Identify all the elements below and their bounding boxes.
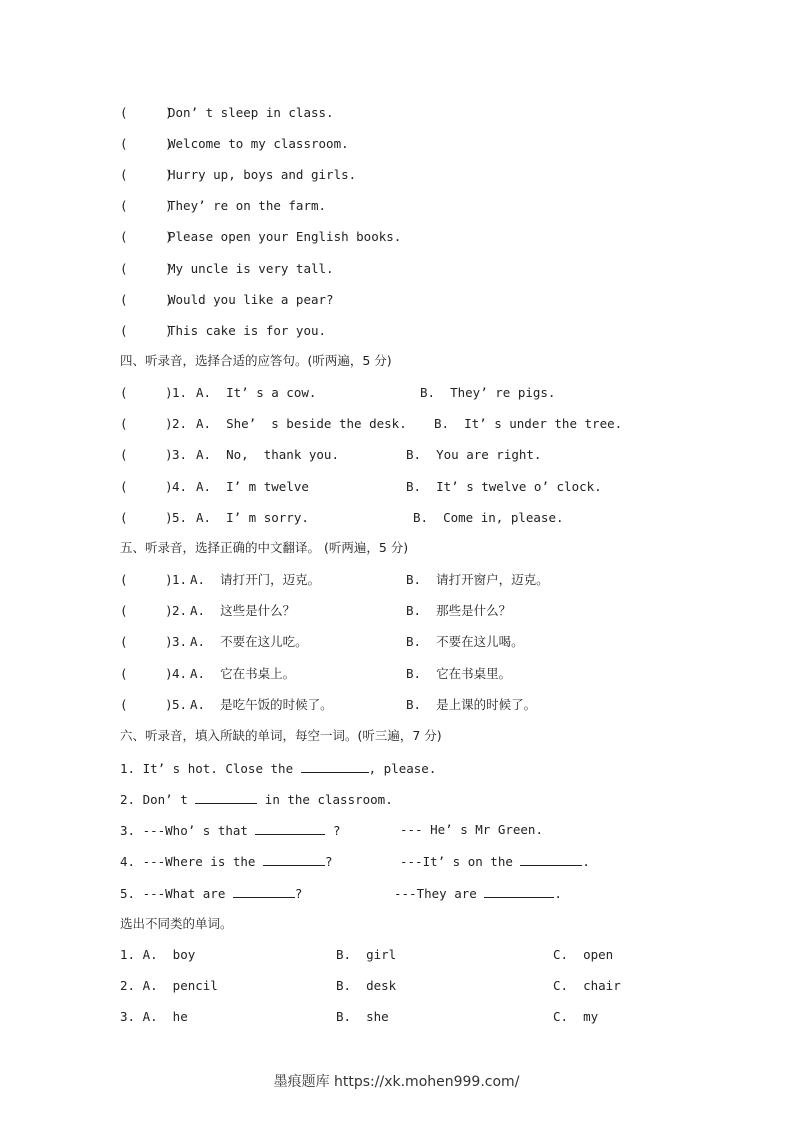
word-option-b[interactable]: B. desk [336,978,397,993]
fill-question-1: 1. It’ s hot. Close the , please. [120,761,437,776]
question-row [120,416,187,432]
fill-question-2: 2. Don’ t in the classroom. [120,792,393,807]
question-number: 5. [172,696,188,712]
answer-bracket[interactable]: ( ) [120,665,173,681]
word-option-a[interactable]: 1. A. boy [120,947,196,962]
answer-bracket[interactable]: ( ) [120,260,173,276]
section-6-heading: 六、听录音，填入所缺的单词，每空一词。(听三遍，7 分) [120,728,442,743]
option-a[interactable]: A. No, thank you. [196,447,339,463]
fill-question-5-reply: ---They are . [394,886,562,901]
answer-blank[interactable] [233,885,295,898]
question-row [120,479,187,495]
answer-row [120,292,334,308]
fill-question-4: 4. ---Where is the ? [120,854,333,869]
question-number: 2. [172,416,188,432]
answer-row [120,323,326,339]
question-number: 1. [172,572,188,587]
fill-question-4-reply: ---It’ s on the . [400,854,590,869]
answer-row [120,198,326,214]
option-b[interactable]: B. It’ s under the tree. [434,416,623,432]
option-a[interactable]: A. I’ m twelve [196,478,309,494]
question-number: 2. [172,603,188,619]
answer-bracket[interactable]: ( ) [120,447,173,463]
option-b[interactable]: B. You are right. [406,447,542,463]
question-row [120,697,187,713]
answer-bracket[interactable]: ( ) [120,167,173,183]
answer-bracket[interactable]: ( ) [120,509,173,525]
option-b[interactable]: B. 请打开窗户，迈克。 [406,572,549,587]
sentence-text: Hurry up, boys and girls. [168,167,357,183]
section-4-heading: 四、听录音，选择合适的应答句。(听两遍，5 分) [120,353,392,368]
sentence-text: Don’ t sleep in class. [168,105,334,120]
answer-bracket[interactable]: ( ) [120,478,173,494]
fill-question-3: 3. ---Who’ s that ? [120,823,341,838]
option-b[interactable]: B. 不要在这儿喝。 [406,634,524,650]
option-a[interactable]: A. 这些是什么？ [190,603,296,619]
question-row [120,385,187,401]
answer-row [120,261,334,277]
sentence-text: They’ re on the farm. [168,198,327,214]
sentence-text: Would you like a pear? [168,291,334,307]
option-a[interactable]: A. 它在书桌上。 [190,665,296,681]
answer-bracket[interactable]: ( ) [120,696,173,712]
question-row [120,572,187,588]
answer-bracket[interactable]: ( ) [120,136,173,152]
word-option-c[interactable]: C. open [553,947,614,962]
question-number: 4. [172,665,188,681]
answer-bracket[interactable]: ( ) [120,322,173,338]
section-7-heading: 选出不同类的单词。 [120,916,233,931]
word-option-c[interactable]: C. my [553,1009,599,1024]
answer-bracket[interactable]: ( ) [120,572,173,587]
option-a[interactable]: A. I’ m sorry. [196,509,309,525]
answer-bracket[interactable]: ( ) [120,634,173,650]
word-option-a[interactable]: 2. A. pencil [120,978,218,993]
answer-blank[interactable] [263,853,325,866]
fill-question-5: 5. ---What are ? [120,886,303,901]
word-option-b[interactable]: B. girl [336,947,397,962]
answer-bracket[interactable]: ( ) [120,291,173,307]
answer-bracket[interactable]: ( ) [120,385,173,400]
option-b[interactable]: B. It’ s twelve o’ clock. [406,478,602,494]
question-number: 3. [172,447,188,463]
question-number: 3. [172,634,188,650]
option-a[interactable]: A. It’ s a cow. [196,385,317,400]
option-a[interactable]: A. 请打开门，迈克。 [190,572,321,587]
option-b[interactable]: B. 那些是什么？ [406,603,512,619]
footer-watermark: 墨痕题库 https://xk.mohen999.com/ [273,1074,520,1090]
question-number: 1. [172,385,188,400]
question-number: 4. [172,478,188,494]
answer-bracket[interactable]: ( ) [120,105,173,120]
sentence-text: Please open your English books. [168,229,402,245]
answer-blank[interactable] [520,853,582,866]
answer-row [120,105,334,121]
option-b[interactable]: B. 是上课的时候了。 [406,696,537,712]
option-b[interactable]: B. They’ re pigs. [420,385,556,400]
answer-blank[interactable] [195,791,257,804]
answer-blank[interactable] [255,822,325,835]
option-b[interactable]: B. Come in, please. [413,509,564,525]
question-row [120,447,187,463]
question-row [120,666,187,682]
option-a[interactable]: A. 不要在这儿吃。 [190,634,308,650]
option-a[interactable]: A. She’ s beside the desk. [196,416,407,432]
option-b[interactable]: B. 它在书桌里。 [406,665,512,681]
sentence-text: This cake is for you. [168,322,327,338]
answer-bracket[interactable]: ( ) [120,603,173,619]
answer-bracket[interactable]: ( ) [120,416,173,432]
answer-bracket[interactable]: ( ) [120,198,173,214]
fill-question-3-reply: --- He’ s Mr Green. [400,822,543,837]
option-a[interactable]: A. 是吃午饭的时候了。 [190,696,333,712]
answer-row [120,136,349,152]
word-option-b[interactable]: B. she [336,1009,389,1024]
question-row [120,603,187,619]
answer-row [120,167,356,183]
answer-blank[interactable] [301,760,369,773]
answer-row [120,229,401,245]
question-number: 5. [172,509,188,525]
word-option-a[interactable]: 3. A. he [120,1009,188,1024]
sentence-text: My uncle is very tall. [168,260,334,276]
question-row [120,634,187,650]
answer-blank[interactable] [484,885,554,898]
question-row [120,510,187,526]
word-option-c[interactable]: C. chair [553,978,621,993]
section-5-heading: 五、听录音，选择正确的中文翻译。 (听两遍，5 分) [120,540,409,555]
sentence-text: Welcome to my classroom. [168,136,349,152]
answer-bracket[interactable]: ( ) [120,229,173,245]
